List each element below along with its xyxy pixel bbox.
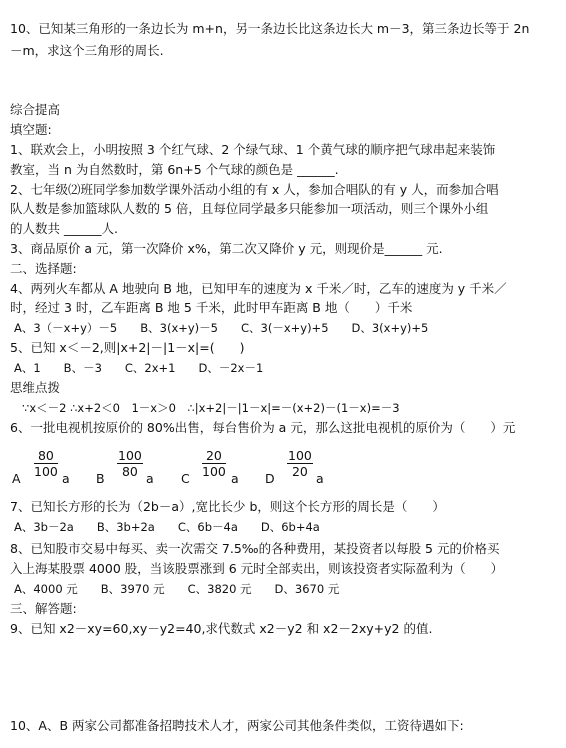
question-1-line-2: 教室，当 n 为自然数时，第 6n+5 个气球的颜色是 ______. [10, 162, 339, 177]
question-3: 3、商品原价 a 元，第一次降价 x%，第二次又降价 y 元，则现价是______ 元. [10, 241, 443, 256]
option-d-variable: a [316, 471, 324, 486]
option-d-fraction [287, 448, 313, 479]
question-7-stem: 7、已知长方形的长为（2b－a）,宽比长少 b，则这个长方形的周长是（ ） [10, 499, 445, 514]
option-b-label: B [96, 471, 105, 486]
problem-10-line-2: －m，求这个三角形的周长. [10, 43, 164, 58]
option-c-fraction [202, 448, 226, 479]
option-a-numerator: 80 [34, 448, 58, 464]
option-b-numerator: 100 [118, 448, 142, 463]
option-c-numerator: 20 [202, 448, 226, 464]
option-a-variable: a [62, 471, 70, 486]
question-4-line-1: 4、两列火车都从 A 地驶向 B 地，已知甲车的速度为 x 千米／时，乙车的速度为 y 千米／ [10, 281, 507, 296]
problem-10-line-1: 10、已知某三角形的一条边长为 m+n，另一条边长比这条边长大 m－3，第三条边长等于 2n [10, 21, 530, 36]
question-6-stem: 6、一批电视机按原价的 80%出售，每台售价为 a 元，那么这批电视机的原价为（ ）元 [10, 420, 516, 435]
answer-heading: 三、解答题: [10, 601, 77, 616]
option-b-fraction [117, 448, 143, 479]
thinking-line: ∵x＜－2 ∴x+2＜0 1－x＞0 ∴|x+2|－|1－x|=－(x+2)－(1－x)=－3 [22, 401, 400, 415]
question-2-line-1: 2、七年级⑵班同学参加数学课外活动小组的有 x 人，参加合唱队的有 y 人，而参加合唱 [10, 182, 499, 197]
question-10: 10、A、B 两家公司都准备招聘技术人才，两家公司其他条件类似，工资待遇如下: [10, 718, 464, 733]
option-c-label: C [181, 471, 190, 486]
question-8-line-1: 8、已知股市交易中每买、卖一次需交 7.5‰的各种费用，某投资者以每股 5 元的价格买 [10, 541, 500, 556]
question-5-options: A、1 B、－3 C、2x+1 D、－2x－1 [14, 361, 264, 375]
question-8-line-2: 入上海某股票 4000 股，当该股票涨到 6 元时全部卖出，则该投资者实际盈利为（ ） [10, 561, 504, 576]
option-b-variable: a [146, 471, 154, 486]
question-2-line-3: 的人数共 ______人. [10, 221, 118, 236]
question-9: 9、已知 x2－xy=60,xy－y2=40,求代数式 x2－y2 和 x2－2xy+y2 的值. [10, 621, 433, 636]
question-2-line-2: 队人数是参加篮球队人数的 5 倍，且每位同学最多只能参加一项活动，则三个课外小组 [10, 201, 489, 216]
choice-heading: 二、选择题: [10, 261, 77, 276]
option-d-label: D [265, 471, 275, 486]
option-a-denominator: 100 [34, 464, 58, 479]
question-4-line-2: 时，经过 3 时，乙车距离 B 地 5 千米，此时甲车距离 B 地（ ）千米 [10, 300, 413, 315]
option-a-fraction [34, 448, 58, 479]
option-c-denominator: 100 [202, 464, 226, 479]
question-8-options: A、4000 元 B、3970 元 C、3820 元 D、3670 元 [14, 582, 340, 596]
question-1-line-1: 1、联欢会上，小明按照 3 个红气球、2 个绿气球、1 个黄气球的顺序把气球串起来装饰 [10, 142, 496, 157]
question-7-options: A、3b－2a B、3b+2a C、6b－4a D、6b+4a [14, 520, 320, 534]
option-a-label: A [12, 471, 21, 486]
option-d-numerator: 100 [288, 448, 312, 463]
option-b-denominator: 80 [121, 464, 138, 479]
question-4-options: A、3（－x+y）－5 B、3(x+y)－5 C、3(－x+y)+5 D、3(x+y)+5 [14, 321, 429, 335]
option-d-denominator: 20 [291, 464, 308, 479]
fill-blank-heading: 填空题: [10, 122, 52, 137]
question-5-stem: 5、已知 x＜－2,则|x+2|－|1－x|=( ) [10, 340, 245, 355]
section-title: 综合提高 [10, 102, 61, 117]
option-c-variable: a [231, 471, 239, 486]
thinking-title: 思维点拨 [10, 380, 61, 395]
